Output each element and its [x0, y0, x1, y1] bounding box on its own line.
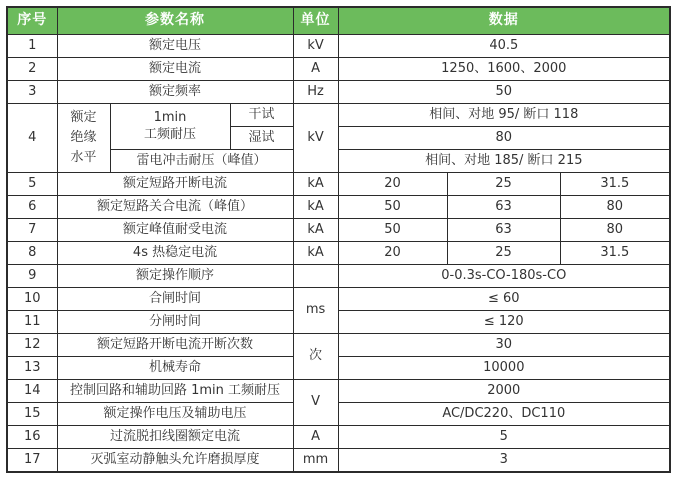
spec-table — [6, 6, 671, 473]
cell-data: 20 — [338, 242, 447, 265]
table-row — [7, 81, 670, 104]
cell-parameter: 4s 热稳定电流 — [57, 242, 293, 265]
cell-unit: Hz — [293, 81, 338, 104]
cell-data: 30 — [338, 334, 670, 357]
cell-unit: kA — [293, 196, 338, 219]
cell-parameter: 机械寿命 — [57, 357, 293, 380]
table-row — [7, 265, 670, 288]
cell-unit: kA — [293, 242, 338, 265]
cell-unit: kV — [293, 35, 338, 58]
cell-data: 80 — [560, 196, 670, 219]
table-row — [7, 58, 670, 81]
header-col-parameter: 参数名称 — [57, 7, 293, 35]
cell-parameter: 分闸时间 — [57, 311, 293, 334]
cell-no: 17 — [7, 449, 57, 473]
cell-unit: A — [293, 426, 338, 449]
cell-no: 11 — [7, 311, 57, 334]
cell-parameter: 过流脱扣线圈额定电流 — [57, 426, 293, 449]
table-row — [7, 288, 670, 311]
cell-no: 15 — [7, 403, 57, 426]
cell-insulation-group — [57, 104, 110, 173]
cell-data: 25 — [447, 173, 560, 196]
table-row — [7, 311, 670, 334]
cell-no: 8 — [7, 242, 57, 265]
cell-parameter: 额定短路开断电流 — [57, 173, 293, 196]
cell-no: 4 — [7, 104, 57, 173]
cell-data: 31.5 — [560, 173, 670, 196]
cell-parameter: 灭弧室动静触头允许磨损厚度 — [57, 449, 293, 473]
table-row — [7, 449, 670, 473]
cell-data: 3 — [338, 449, 670, 473]
table-row — [7, 196, 670, 219]
header-col-unit: 单位 — [293, 7, 338, 35]
cell-no: 7 — [7, 219, 57, 242]
group-line: 额定 — [70, 109, 97, 125]
table-row-insulation-dry — [7, 104, 670, 127]
cell-data: 25 — [447, 242, 560, 265]
cell-no: 3 — [7, 81, 57, 104]
group-line: 水平 — [70, 150, 97, 166]
cell-unit: V — [293, 380, 338, 426]
cell-wet-test-data: 80 — [338, 127, 670, 150]
cell-lightning-impulse-data: 相间、对地 185/ 断口 215 — [338, 150, 670, 173]
cell-wet-test-label: 湿试 — [230, 127, 293, 150]
table-header-row — [7, 7, 670, 35]
table-row — [7, 403, 670, 426]
cell-parameter: 额定电压 — [57, 35, 293, 58]
cell-dry-test-label: 干试 — [230, 104, 293, 127]
cell-data: ≤ 60 — [338, 288, 670, 311]
cell-no: 9 — [7, 265, 57, 288]
cell-unit: ms — [293, 288, 338, 334]
cell-no: 2 — [7, 58, 57, 81]
cell-data: 40.5 — [338, 35, 670, 58]
cell-parameter: 额定频率 — [57, 81, 293, 104]
cell-unit: mm — [293, 449, 338, 473]
table-row — [7, 242, 670, 265]
cell-data: 20 — [338, 173, 447, 196]
cell-data: 80 — [560, 219, 670, 242]
cell-no: 13 — [7, 357, 57, 380]
cell-lightning-impulse-label: 雷电冲击耐压（峰值） — [110, 150, 293, 173]
cell-data: ≤ 120 — [338, 311, 670, 334]
cell-data: 5 — [338, 426, 670, 449]
table-row — [7, 426, 670, 449]
cell-parameter: 额定短路开断电流开断次数 — [57, 334, 293, 357]
cell-unit: kV — [293, 104, 338, 173]
cell-data: 63 — [447, 219, 560, 242]
cell-data: 63 — [447, 196, 560, 219]
cell-dry-test-data: 相间、对地 95/ 断口 118 — [338, 104, 670, 127]
cell-parameter: 额定操作顺序 — [57, 265, 293, 288]
table-row — [7, 173, 670, 196]
cell-no: 6 — [7, 196, 57, 219]
cell-unit: A — [293, 58, 338, 81]
table-row — [7, 357, 670, 380]
power-freq-line1: 1min — [153, 110, 187, 126]
cell-data: AC/DC220、DC110 — [338, 403, 670, 426]
cell-unit: kA — [293, 173, 338, 196]
cell-no: 14 — [7, 380, 57, 403]
cell-no: 10 — [7, 288, 57, 311]
cell-parameter: 额定峰值耐受电流 — [57, 219, 293, 242]
cell-data: 10000 — [338, 357, 670, 380]
cell-parameter: 额定操作电压及辅助电压 — [57, 403, 293, 426]
header-col-data: 数据 — [338, 7, 670, 35]
header-col-index: 序号 — [7, 7, 57, 35]
group-line: 绝缘 — [70, 129, 97, 145]
table-row — [7, 334, 670, 357]
cell-no: 1 — [7, 35, 57, 58]
cell-no: 5 — [7, 173, 57, 196]
cell-data: 50 — [338, 81, 670, 104]
cell-data: 50 — [338, 196, 447, 219]
table-row — [7, 219, 670, 242]
cell-data: 2000 — [338, 380, 670, 403]
cell-unit: 次 — [293, 334, 338, 380]
cell-data: 31.5 — [560, 242, 670, 265]
cell-unit: kA — [293, 219, 338, 242]
cell-data: 0-0.3s-CO-180s-CO — [338, 265, 670, 288]
power-freq-line2: 工频耐压 — [143, 126, 196, 142]
table-row — [7, 380, 670, 403]
cell-data: 1250、1600、2000 — [338, 58, 670, 81]
cell-data: 50 — [338, 219, 447, 242]
cell-unit — [293, 265, 338, 288]
cell-parameter: 额定短路关合电流（峰值） — [57, 196, 293, 219]
cell-parameter: 控制回路和辅助回路 1min 工频耐压 — [57, 380, 293, 403]
cell-parameter: 合闸时间 — [57, 288, 293, 311]
cell-parameter: 额定电流 — [57, 58, 293, 81]
table-row — [7, 35, 670, 58]
cell-no: 12 — [7, 334, 57, 357]
cell-no: 16 — [7, 426, 57, 449]
cell-power-frequency-withstand — [110, 104, 230, 150]
